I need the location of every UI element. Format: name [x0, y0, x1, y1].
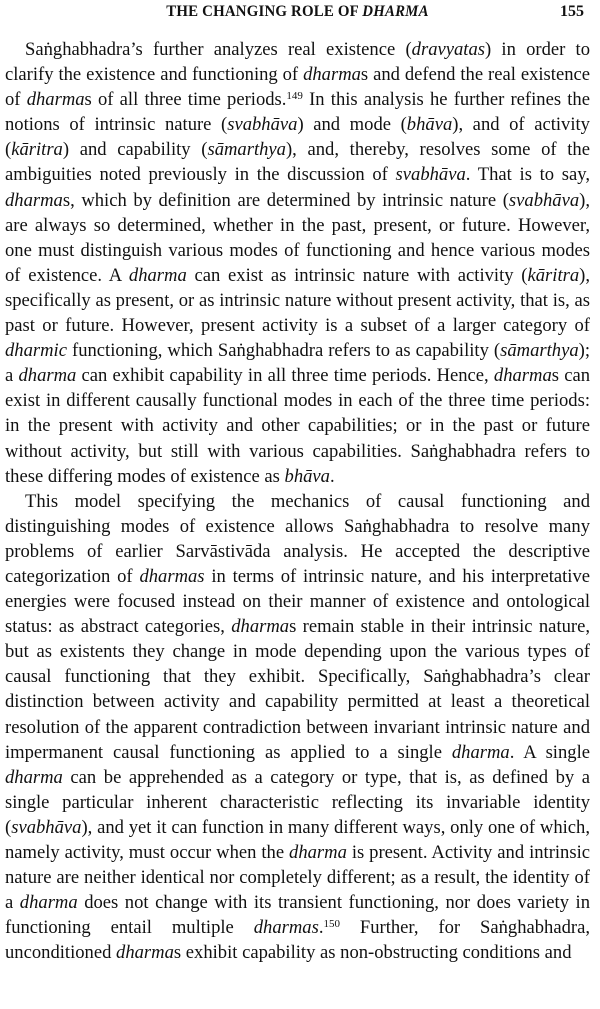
text-run: Saṅghabhadra’s further analyzes real existence (: [25, 39, 412, 60]
text-run: . A single: [509, 741, 590, 763]
text-run: ) in order to clarify the existence and functioning of: [5, 39, 591, 86]
text-run: ); a: [5, 340, 590, 387]
italic-term: dharma: [5, 189, 63, 211]
page-number: 155: [560, 3, 584, 20]
italic-term: svabhāva: [508, 189, 580, 211]
text-run: is present. Activity and intrinsic nature are neither identical nor completely different; as a result, the identity of a: [5, 842, 591, 914]
text-run: ), and yet it can function in many different ways, only one of which, namely activity, must occur when the: [5, 816, 590, 863]
text-run: ) and capability (: [62, 139, 208, 161]
text-run: In this analysis he further refines the notions of intrinsic nature (: [5, 89, 590, 136]
paragraph: [5, 37, 590, 489]
italic-term: svabhāva: [395, 164, 466, 186]
italic-term: svabhāva: [11, 816, 82, 838]
italic-term: dharma: [116, 942, 174, 964]
running-head: [5, 3, 590, 25]
text-run: This model specifying the mechanics of causal functioning and distinguishing modes of existence allows Saṅghabhadra to resolve many problems of earlier Sarvāstivāda analysis. He accepted the descriptive categorization of: [5, 490, 590, 587]
italic-term: dharmas: [253, 917, 319, 939]
italic-term: kāritra: [11, 139, 63, 161]
italic-term: bhāva: [284, 465, 330, 487]
italic-term: kāritra: [527, 264, 580, 286]
running-title-emphasis: DHARMA: [362, 3, 429, 20]
paragraph: [5, 489, 590, 966]
italic-term: dharmas: [139, 565, 205, 587]
text-run: does not change with its transient functioning, nor does variety in functioning entail multiple: [5, 892, 590, 939]
text-run: .: [329, 465, 335, 487]
text-run: .: [318, 917, 324, 939]
text-run: can exist as intrinsic nature with activity (: [186, 264, 528, 286]
italic-term: dharmic: [5, 340, 67, 362]
italic-term: dharma: [493, 365, 552, 387]
italic-term: dharma: [19, 892, 78, 914]
italic-term: dharma: [451, 741, 510, 763]
italic-term: dharma: [128, 264, 187, 286]
text-run: s of all three time periods.: [84, 89, 287, 111]
text-run: ), and, thereby, resolves some of the ambiguities noted previously in the discussion of: [5, 139, 590, 186]
text-run: functioning, which Saṅghabhadra refers to as capability (: [66, 340, 501, 362]
text-run: s and defend the real existence of: [5, 64, 590, 111]
text-run: s remain stable in their intrinsic nature, but as existents they change in mode depending upon the various types of causal functioning that they exhibit. Specifically, Saṅghabhadra’s clear distinction between activity and capability permitted at least a theoretical resolution of the apparent contradiction between invariant intrinsic nature and impermanent causal functioning as applied to a single: [5, 616, 590, 763]
text-run: ), are always so determined, whether in the past, present, or future. However, one must distinguish various modes of functioning and hence various modes of existence. A: [5, 189, 590, 286]
italic-term: svabhāva: [227, 114, 298, 136]
text-run: can exhibit capability in all three time periods. Hence,: [76, 365, 494, 387]
italic-term: dharma: [18, 365, 77, 387]
italic-term: dharma: [5, 766, 63, 788]
italic-term: dharma: [26, 89, 85, 111]
italic-term: sāmarthya: [207, 139, 286, 161]
text-run: ), and of activity (: [5, 114, 590, 161]
body-text: [5, 37, 590, 965]
italic-term: bhāva: [406, 114, 453, 136]
text-run: in terms of intrinsic nature, and his interpretative energies were focused instead on their manner of existence and ontological status: as abstract categories,: [5, 565, 591, 638]
text-run: Further, for Saṅghabhadra, unconditioned: [5, 917, 590, 964]
running-title: [25, 3, 569, 21]
footnote-ref: 150: [323, 918, 340, 931]
text-run: s, which by definition are determined by intrinsic nature (: [62, 189, 509, 211]
text-run: s can exist in different causally functional modes in each of the three time periods: in the present with activity and other capabilities; or in the past or future without activity, but still with various capabilities. Saṅghabhadra refers to these differing modes of existence as: [5, 365, 591, 487]
italic-term: sāmarthya: [500, 340, 579, 362]
italic-term: dharma: [303, 64, 361, 86]
italic-term: dravyatas: [411, 39, 485, 60]
running-title-prefix: THE CHANGING ROLE OF: [166, 3, 363, 20]
italic-term: dharma: [231, 616, 290, 638]
text-run: can be apprehended as a category or type, that is, as defined by a single particular inherent characteristic reflecting its invariable identity (: [5, 766, 590, 838]
text-run: s exhibit capability as non-obstructing conditions and: [173, 942, 572, 964]
italic-term: dharma: [289, 842, 347, 863]
text-run: . That is to say,: [465, 164, 590, 186]
footnote-ref: 149: [286, 90, 303, 103]
text-run: ), specifically as present, or as intrinsic nature without present activity, that is, as past or future. However, present activity is a subset of a larger category of: [5, 264, 590, 337]
text-run: ) and mode (: [297, 114, 407, 136]
